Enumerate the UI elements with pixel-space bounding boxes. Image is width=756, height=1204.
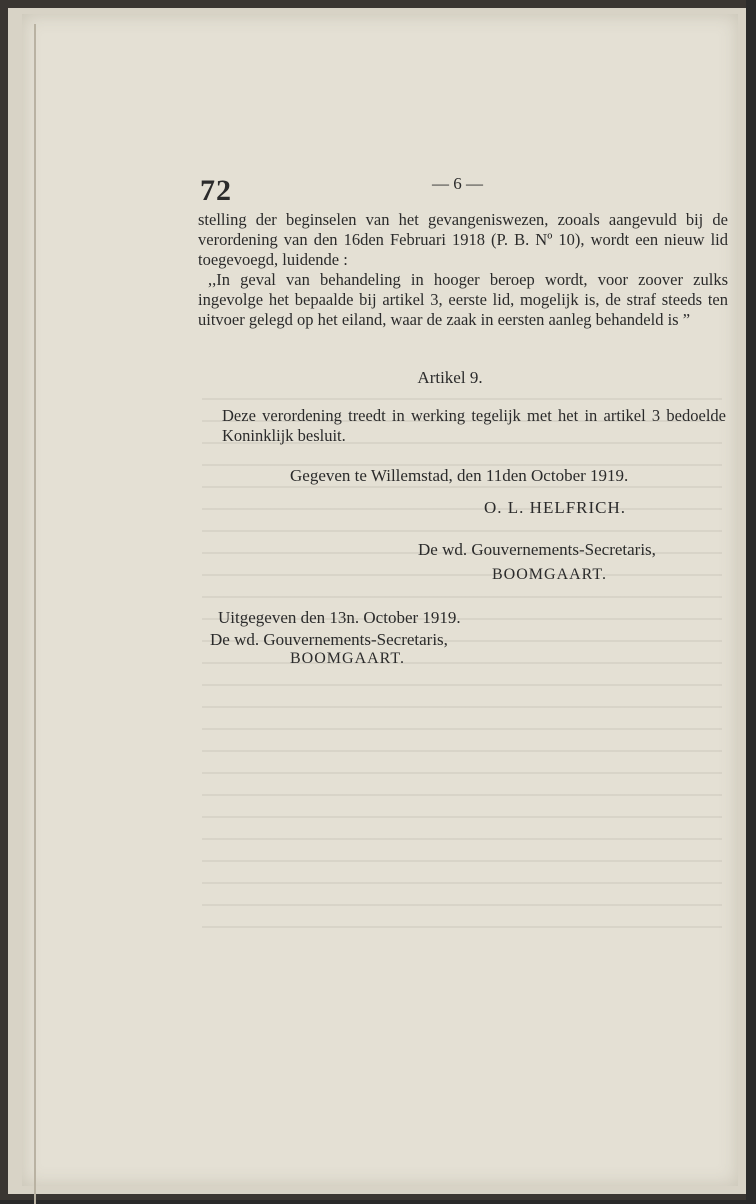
issued-secretary-title: De wd. Gouvernements-Secretaris,	[210, 630, 448, 649]
secretary-title: De wd. Gouvernements-Secretaris,	[418, 540, 656, 559]
issued-line: Uitgegeven den 13n. October 1919.	[218, 608, 461, 627]
article-text: Deze verordening treedt in werking tegelijk met het in artikel 3 bedoelde Koninklijk besluit.	[222, 406, 726, 445]
article-heading: Artikel 9.	[417, 368, 483, 387]
document-page	[22, 14, 738, 1186]
body-paragraph-1: stelling der beginselen van het gevangeniswezen, zooals aangevuld bij de verordening van den 16den Februari 1918 (P. B. Nº 10), wordt een nieuw lid toegevoegd, luidende :	[198, 210, 728, 269]
binding-line	[34, 24, 36, 1204]
signer-name: O. L. HELFRICH.	[484, 498, 627, 517]
body-text	[198, 210, 728, 330]
body-paragraph-2: ,,In geval van behandeling in hooger beroep wordt, voor zoover zulks ingevolge het bepaalde bij artikel 3, eerste lid, mogelijk is, de straf steeds ten uitvoer gelegd op het eiland, waar de zaak in eersten aanleg behandeld is ”	[198, 270, 728, 329]
page-number: 72	[200, 174, 232, 207]
issued-secretary-name: BOOMGAART.	[290, 650, 405, 667]
scan-border	[746, 0, 756, 1200]
secretary-name: BOOMGAART.	[492, 566, 607, 583]
given-line: Gegeven te Willemstad, den 11den October 1919.	[290, 466, 629, 485]
sub-page-number: — 6 —	[432, 174, 483, 193]
